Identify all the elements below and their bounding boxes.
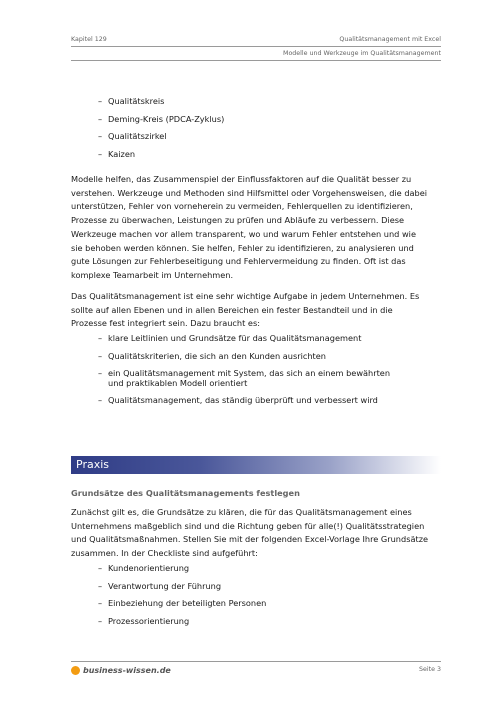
list-item: – Kundenorientierung bbox=[98, 563, 190, 573]
section-banner bbox=[71, 456, 441, 474]
paragraph-importance: Das Qualitätsmanagement ist eine sehr wichtige Aufgabe in jedem Unternehmen. Es sollte auf allen Ebenen und in allen Bereichen ein fester Bestandteil und in die Prozesse fest integriert sein. Dazu braucht es: bbox=[71, 291, 420, 329]
logo bbox=[71, 664, 171, 676]
list-item: – Prozessorientierung bbox=[98, 615, 190, 626]
list-item: – Qualitätsmanagement, das ständig überprüft und verbessert wird bbox=[98, 394, 378, 405]
model-list bbox=[98, 96, 224, 166]
list-item: – ein Qualitätsmanagement mit System, das sich an einem bewährten und praktikablen Modell orientiert bbox=[98, 368, 391, 389]
list-item: – Kaizen bbox=[98, 148, 136, 159]
list-item: – Qualitätszirkel bbox=[98, 131, 167, 142]
section-banner-label: Praxis bbox=[76, 458, 109, 471]
list-item: – Qualitätskriterien, die sich an den Kunden ausrichten bbox=[98, 350, 326, 361]
paragraph-models: Modelle helfen, das Zusammenspiel der Einflussfaktoren auf die Qualität besser zu verstehen. Werkzeuge und Methoden sind Hilfsmittel oder Vorgehensweisen, die dabei unterstützen, Fehler von vorneherein zu vermeiden, Fehlerquellen zu identifizieren, Prozesse zu überwachen, Leistungen zu prüfen und Abläufe zu verbessern. Diese Werkzeuge machen vor allem transparent, wo und warum Fehler entstehen und wie sie behoben werden können. Sie helfen, Fehler zu identifizieren, zu analysieren und gute Lösungen zur Fehlerbeseitigung und Fehlervermeidung zu finden. Oft ist das komplexe Teamarbeit im Unternehmen. bbox=[71, 174, 428, 280]
chapter-label: Kapitel 129 bbox=[71, 36, 107, 43]
logo-text: business-wissen.de bbox=[83, 665, 171, 675]
page-header bbox=[71, 36, 441, 45]
header-divider bbox=[71, 60, 441, 61]
header-divider bbox=[71, 46, 441, 47]
list-item: – Verantwortung der Führung bbox=[98, 580, 222, 591]
list-item: – klare Leitlinien und Grundsätze für das Qualitätsmanagement bbox=[98, 333, 362, 343]
subheading: Grundsätze des Qualitätsmanagements festlegen bbox=[71, 488, 300, 498]
book-title: Qualitätsmanagement mit Excel bbox=[339, 36, 441, 43]
list-item: – Qualitätskreis bbox=[98, 96, 165, 106]
paragraph-principles: Zunächst gilt es, die Grundsätze zu klären, die für das Qualitätsmanagement eines Unternehmens maßgeblich sind und die Richtung geben für alle(!) Qualitätsstrategien und Qualitätsmaßnahmen. Stellen Sie mit der folgenden Excel-Vorlage Ihre Grundsätze zusammen. In der Checkliste sind aufgeführt: bbox=[71, 507, 429, 559]
list-item: – Deming-Kreis (PDCA-Zyklus) bbox=[98, 113, 225, 124]
list-item: – Einbeziehung der beteiligten Personen bbox=[98, 598, 267, 609]
logo-dot-icon bbox=[71, 666, 80, 675]
page-number: Seite 3 bbox=[419, 666, 441, 673]
section-header: Modelle und Werkzeuge im Qualitätsmanagement bbox=[283, 50, 441, 57]
requirements-list bbox=[98, 333, 390, 412]
checklist-list bbox=[98, 563, 266, 633]
footer-divider bbox=[71, 661, 441, 662]
